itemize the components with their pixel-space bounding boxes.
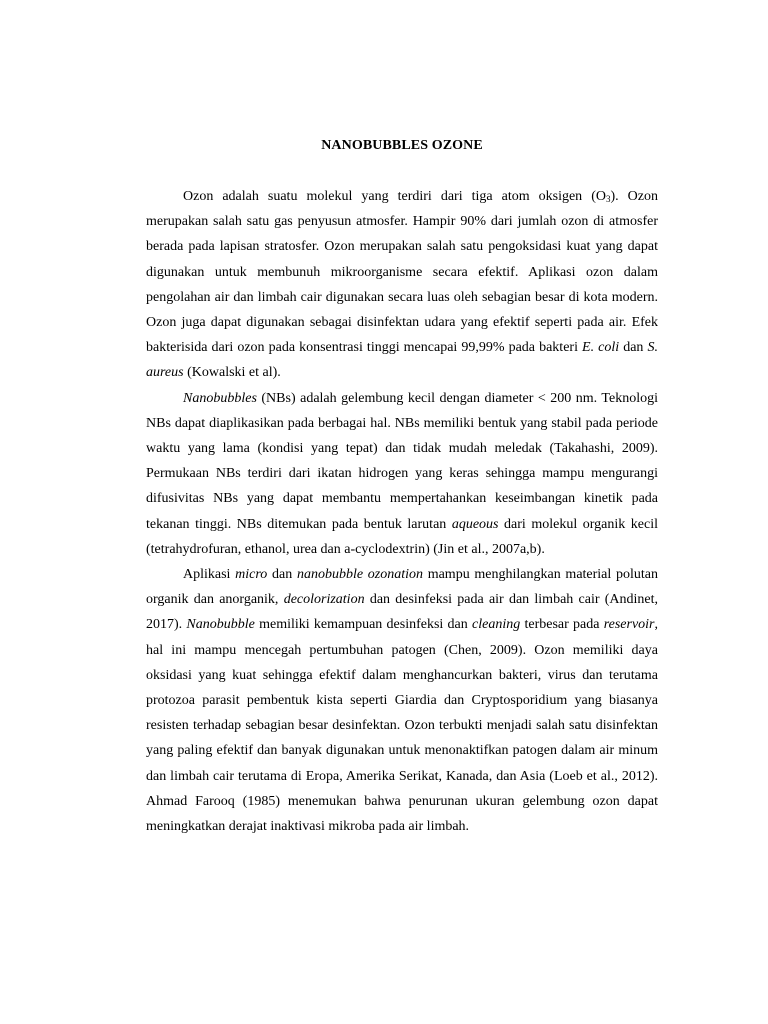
document-title: NANOBUBBLES OZONE	[321, 138, 483, 153]
italic-text: cleaning	[472, 617, 521, 633]
text-run: Ozon adalah suatu molekul yang terdiri dari tiga atom oksigen (O	[183, 189, 606, 204]
paragraph-ozon	[146, 184, 658, 386]
subscript-text: 3	[605, 194, 611, 204]
italic-text: nanobubble ozonation	[296, 567, 423, 583]
paragraph-nanobubbles	[146, 386, 658, 562]
text-run: dan desinfeksi pada air dan limbah cair (Andinet, 2017).	[146, 592, 659, 633]
text-run: Aplikasi	[183, 567, 236, 583]
italic-text: Nanobubbles	[183, 390, 257, 406]
text-run: terbesar pada	[520, 617, 604, 633]
paragraph-aplikasi	[146, 562, 658, 839]
italic-text: micro	[235, 567, 268, 583]
text-run: dan	[267, 567, 297, 583]
italic-text: decolorization	[283, 592, 365, 608]
text-run: memiliki kemampuan desinfeksi dan	[254, 617, 473, 633]
text-run: (Kowalski et al).	[183, 365, 281, 381]
italic-text: Nanobubble	[186, 617, 255, 633]
italic-text: reservoir	[603, 617, 655, 633]
italic-text: aqueous	[451, 516, 499, 532]
italic-text: E. coli	[582, 340, 620, 356]
document-body	[146, 184, 658, 839]
italic-text: S. aureus	[146, 340, 659, 381]
text-run: dari molekul organik kecil (tetrahydrofuran, ethanol, urea dan a-cyclodextrin) (Jin et al., 2007a,b).	[146, 516, 658, 557]
text-run: dan	[619, 340, 648, 356]
text-run: ). Ozon merupakan salah satu gas penyusun atmosfer. Hampir 90% dari jumlah ozon di atmosfer berada pada lapisan stratosfer. Ozon merupakan salah satu pengoksidasi kuat yang dapat digunakan untuk membunuh mikroorganisme secara efektif. Aplikasi ozon dalam pengolahan air dan limbah cair digunakan secara luas oleh sebagian besar di kota modern. Ozon juga dapat digunakan sebagai disinfektan udara yang efektif seperti pada air. Efek bakterisida dari ozon pada konsentrasi tinggi mencapai 99,99% pada bakteri	[146, 189, 658, 356]
text-run: , hal ini mampu mencegah pertumbuhan patogen (Chen, 2009). Ozon memiliki daya oksidasi yang kuat sehingga efektif dalam menghancurkan bakteri, virus dan terutama protozoa parasit pembentuk kista seperti Giardia dan Cryptosporidium yang biasanya resisten terhadap sebagian besar desinfektan. Ozon terbukti menjadi salah satu disinfektan yang paling efektif dan banyak digunakan untuk menonaktifkan patogen dalam air minum dan limbah cair terutama di Eropa, Amerika Serikat, Kanada, dan Asia (Loeb et al., 2012). Ahmad Farooq (1985) menemukan bahwa penurunan ukuran gelembung ozon dapat meningkatkan derajat inaktivasi mikroba pada air limbah.	[146, 617, 658, 835]
text-run: mampu menghilangkan material polutan organik dan anorganik,	[146, 567, 658, 608]
text-run: (NBs) adalah gelembung kecil dengan diameter < 200 nm. Teknologi NBs dapat diaplikasikan pada berbagai hal. NBs memiliki bentuk yang stabil pada periode waktu yang lama (kondisi yang tepat) dan tidak mudah meledak (Takahashi, 2009). Permukaan NBs terdiri dari ikatan hidrogen yang keras sehingga mampu mengurangi difusivitas NBs yang dapat membantu mempertahankan keseimbangan kinetik pada tekanan tinggi. NBs ditemukan pada bentuk larutan	[146, 390, 658, 532]
